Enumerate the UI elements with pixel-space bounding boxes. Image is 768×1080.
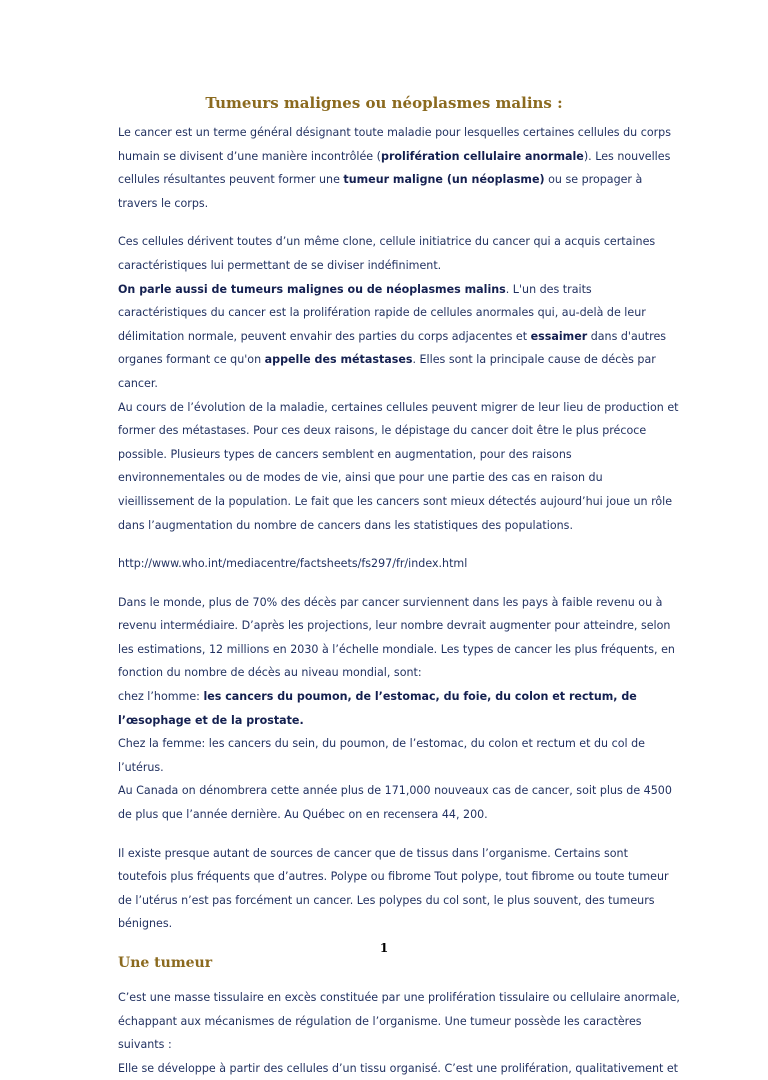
bold-term: appelle des métastases [264, 353, 413, 367]
text-run: dans d'autres organes formant ce qu'on [118, 329, 667, 367]
text-run: chez l’homme: [118, 690, 204, 704]
text-run: ). Les nouvelles cellules résultantes peuvent former une [118, 149, 671, 187]
bold-term: On parle aussi de tumeurs malignes ou de néoplasmes malins [118, 282, 506, 296]
bold-term: essaimer [530, 329, 588, 343]
paragraph-world-stats: Dans le monde, plus de 70% des décès par cancer surviennent dans les pays à faible revenu ou à revenu intermédiaire. D’après les projections, leur nombre devrait augmenter pour atteindre, selon les estimations, 12 millions en 2030 à l’échelle mondiale. Les types de cancer les plus fréquents, en fonction du nombre de décès au niveau mondial, sont: [118, 595, 675, 680]
paragraph-women: Chez la femme: les cancers du sein, du poumon, de l’estomac, du colon et rectum et du col de l’utérus. [118, 737, 645, 774]
bold-term: les cancers du poumon, de l’estomac, du foie, du colon et rectum, de l’œsophage et de la prostate. [118, 690, 637, 727]
page-number: 1 [379, 941, 389, 955]
text-run: . Elles sont la principale cause de décès par cancer. [118, 353, 656, 390]
paragraph-tumor-definition: C’est une masse tissulaire en excès constituée par une prolifération tissulaire ou cellulaire anormale, échappant aux mécanismes de régulation de l’organisme. Une tumeur possède les caractères suivants : [118, 991, 680, 1052]
text-run: . L'un des traits caractéristiques du cancer est la prolifération rapide de cellules anormales qui, au-delà de leur délimitation normale, peuvent envahir des parties du corps adjacentes et [118, 282, 646, 343]
paragraph-evolution: Au cours de l’évolution de la maladie, certaines cellules peuvent migrer de leur lieu de production et former des métastases. Pour ces deux raisons, le dépistage du cancer doit être le plus précoce possible. Plusieurs types de cancers semblent en augmentation, pour des raisons environnementales ou de modes de vie, ainsi que pour une partie des cas en raison du vieillissement de la population. Le fait que les cancers sont mieux détectés aujourd’hui joue un rôle dans l’augmentation du nombre de cancers dans les statistiques des populations. [118, 400, 679, 532]
paragraph-tumor-development: Elle se développe à partir des cellules d’un tissu organisé. C’est une prolifération, qualitativement et [118, 1061, 679, 1075]
paragraph-sources: Il existe presque autant de sources de cancer que de tissus dans l’organisme. Certains sont toutefois plus fréquents que d’autres. Polype ou fibrome Tout polype, tout fibrome ou toute tumeur de l’utérus n’est pas forcément un cancer. Les polypes du col sont, le plus souvent, des tumeurs bénignes. [118, 846, 669, 931]
page-title: Tumeurs malignes ou néoplasmes malins : [205, 94, 563, 112]
paragraph-clone: Ces cellules dérivent toutes d’un même clone, cellule initiatrice du cancer qui a acquis certaines caractéristiques lui permettant de se diviser indéfiniment. [118, 235, 656, 272]
bold-term: tumeur maligne (un néoplasme) [343, 173, 545, 187]
paragraph-men [118, 685, 680, 732]
source-url: http://www.who.int/mediacentre/factsheets/fs297/fr/index.html [118, 557, 468, 571]
section-heading: Une tumeur [118, 955, 213, 971]
document-body [118, 121, 680, 1080]
paragraph-intro [118, 121, 680, 215]
text-run: ou se propager à travers le corps. [118, 173, 643, 210]
bold-term: prolifération cellulaire anormale [381, 149, 584, 163]
paragraph-canada: Au Canada on dénombrera cette année plus de 171,000 nouveaux cas de cancer, soit plus de 4500 de plus que l’année dernière. Au Québec on en recensera 44, 200. [118, 784, 672, 822]
paragraph-malignant [118, 278, 680, 396]
text-run: Le cancer est un terme général désignant toute maladie pour lesquelles certaines cellules du corps humain se divisent d’une manière incontrôlée ( [118, 126, 671, 163]
